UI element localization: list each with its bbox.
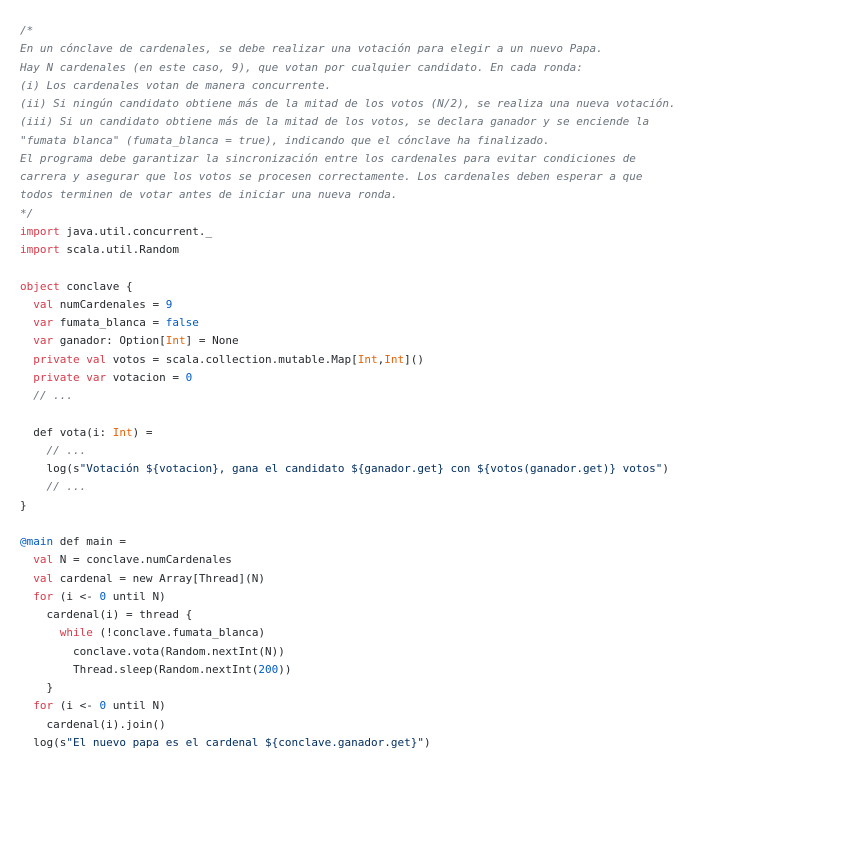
keyword: while bbox=[59, 626, 93, 640]
keyword: private bbox=[33, 352, 80, 366]
code-text: } bbox=[20, 498, 27, 512]
code-comment-line: carrera y asegurar que los votos se procesen correctamente. Los cardenales deben esperar a que bbox=[20, 170, 643, 183]
code-line-for bbox=[20, 697, 676, 715]
keyword: import bbox=[20, 224, 60, 238]
code-line-val-cardenal bbox=[20, 570, 676, 588]
code-line-votacion bbox=[20, 369, 676, 387]
number-literal: 0 bbox=[99, 699, 107, 713]
code-line-close bbox=[20, 497, 676, 515]
code-comment-line: (ii) Si ningún candidato obtiene más de la mitad de los votos (N/2), se realiza una nueva votación. bbox=[20, 97, 676, 110]
type-name: Int bbox=[165, 334, 186, 348]
keyword: var bbox=[33, 334, 54, 348]
code-editor bbox=[20, 22, 676, 752]
code-text: scala.util.Random bbox=[59, 243, 179, 256]
code-line-blank bbox=[20, 259, 676, 277]
number-literal: 0 bbox=[99, 589, 107, 603]
code-line-import bbox=[20, 241, 676, 259]
code-text: (i <- bbox=[53, 699, 100, 713]
string-literal: "Votación ${votacion}, gana el candidato ${ganador.get} con ${votos(ganador.get)} votos" bbox=[79, 462, 663, 475]
code-line-import bbox=[20, 223, 676, 241]
number-literal: 0 bbox=[185, 370, 193, 384]
number-literal: 9 bbox=[165, 297, 173, 311]
code-text: N = conclave.numCardenales bbox=[53, 553, 232, 567]
code-text: conclave { bbox=[59, 279, 133, 293]
code-line-for bbox=[20, 588, 676, 606]
code-line-object bbox=[20, 278, 676, 296]
code-comment: // ... bbox=[46, 480, 87, 494]
string-literal: "El nuevo papa es el cardenal ${conclave.ganador.get}" bbox=[66, 735, 424, 749]
keyword: for bbox=[33, 699, 54, 713]
boolean-literal: false bbox=[165, 316, 199, 329]
type-name: Int bbox=[357, 352, 378, 366]
code-text: vota(i: bbox=[53, 425, 113, 439]
code-text: ]() bbox=[404, 352, 425, 366]
code-text: java.util.concurrent._ bbox=[59, 224, 213, 238]
code-text: (i <- bbox=[53, 589, 100, 603]
code-text: votacion = bbox=[106, 370, 186, 384]
annotation: @main bbox=[20, 535, 54, 548]
code-line-log bbox=[20, 460, 676, 478]
type-name: Int bbox=[112, 425, 133, 439]
code-line-votos bbox=[20, 351, 676, 369]
code-text: def main = bbox=[53, 535, 126, 548]
code-text: log(s bbox=[33, 735, 67, 749]
code-line-val-n bbox=[20, 551, 676, 569]
code-line-blank bbox=[20, 515, 676, 533]
code-text: until N) bbox=[106, 589, 166, 603]
code-text: until N) bbox=[106, 699, 166, 713]
code-text: , bbox=[377, 352, 385, 366]
code-text: conclave.vota(Random.nextInt(N)) bbox=[72, 644, 285, 658]
code-line-join bbox=[20, 716, 676, 734]
code-line-vota-call bbox=[20, 643, 676, 661]
code-line-while bbox=[20, 624, 676, 642]
code-text: ) bbox=[662, 462, 670, 475]
keyword: val bbox=[33, 297, 54, 311]
code-comment-line: (i) Los cardenales votan de manera concurrente. bbox=[20, 78, 332, 92]
code-line-close bbox=[20, 679, 676, 697]
code-line-blank bbox=[20, 405, 676, 423]
keyword: var bbox=[33, 316, 54, 329]
keyword: object bbox=[20, 279, 60, 293]
keyword: import bbox=[20, 243, 60, 256]
code-text: (!conclave.fumata_blanca) bbox=[92, 626, 266, 640]
code-text: log(s bbox=[46, 462, 80, 475]
type-name: Int bbox=[384, 352, 405, 366]
code-comment-line: "fumata blanca" (fumata_blanca = true), indicando que el cónclave ha finalizado. bbox=[20, 133, 550, 147]
code-line-thread bbox=[20, 606, 676, 624]
code-line-def-vota bbox=[20, 424, 676, 442]
code-text: ) = bbox=[132, 425, 153, 439]
code-text: def bbox=[33, 425, 54, 439]
code-text: cardenal = new Array[Thread](N) bbox=[53, 571, 266, 585]
code-comment-line: todos terminen de votar antes de iniciar una nueva ronda. bbox=[20, 188, 398, 202]
code-text: )) bbox=[278, 662, 292, 676]
code-text: ganador: Option[ bbox=[53, 334, 166, 348]
code-text: Thread.sleep(Random.nextInt( bbox=[72, 662, 259, 676]
code-text: cardenal(i).join() bbox=[46, 717, 166, 731]
code-text: } bbox=[46, 681, 54, 694]
keyword: val bbox=[86, 352, 107, 366]
code-text: fumata_blanca = bbox=[53, 316, 166, 329]
number-literal: 200 bbox=[258, 662, 279, 676]
keyword: private bbox=[33, 370, 80, 384]
code-line-ellipsis bbox=[20, 442, 676, 460]
code-line-fumata bbox=[20, 314, 676, 332]
code-text: ] = None bbox=[185, 334, 239, 348]
code-comment: // ... bbox=[46, 443, 87, 457]
code-comment-line: (iii) Si un candidato obtiene más de la mitad de los votos, se declara ganador y se enciende la bbox=[20, 115, 650, 129]
code-text: ) bbox=[424, 735, 431, 749]
code-comment-line: Hay N cardenales (en este caso, 9), que votan por cualquier candidato. En cada ronda: bbox=[20, 60, 583, 74]
code-line-sleep bbox=[20, 661, 676, 679]
code-text: cardenal(i) = thread { bbox=[46, 608, 193, 621]
code-comment-line: El programa debe garantizar la sincronización entre los cardenales para evitar condiciones de bbox=[20, 151, 636, 165]
code-comment: // ... bbox=[33, 389, 73, 402]
code-line-ellipsis bbox=[20, 478, 676, 496]
code-line-main bbox=[20, 533, 676, 551]
keyword: val bbox=[33, 571, 54, 585]
code-line-ganador bbox=[20, 332, 676, 350]
code-text: numCardenales = bbox=[53, 297, 166, 311]
keyword: for bbox=[33, 589, 54, 603]
keyword: var bbox=[86, 370, 107, 384]
code-text: votos = scala.collection.mutable.Map[ bbox=[106, 352, 358, 366]
code-line-ellipsis bbox=[20, 387, 676, 405]
code-comment-line: /* bbox=[20, 24, 34, 37]
keyword: val bbox=[33, 553, 54, 567]
code-comment-line: En un cónclave de cardenales, se debe realizar una votación para elegir a un nuevo Papa. bbox=[20, 42, 603, 56]
code-line-log bbox=[20, 734, 676, 752]
code-comment-line: */ bbox=[20, 206, 34, 220]
code-line-numcardenales bbox=[20, 296, 676, 314]
